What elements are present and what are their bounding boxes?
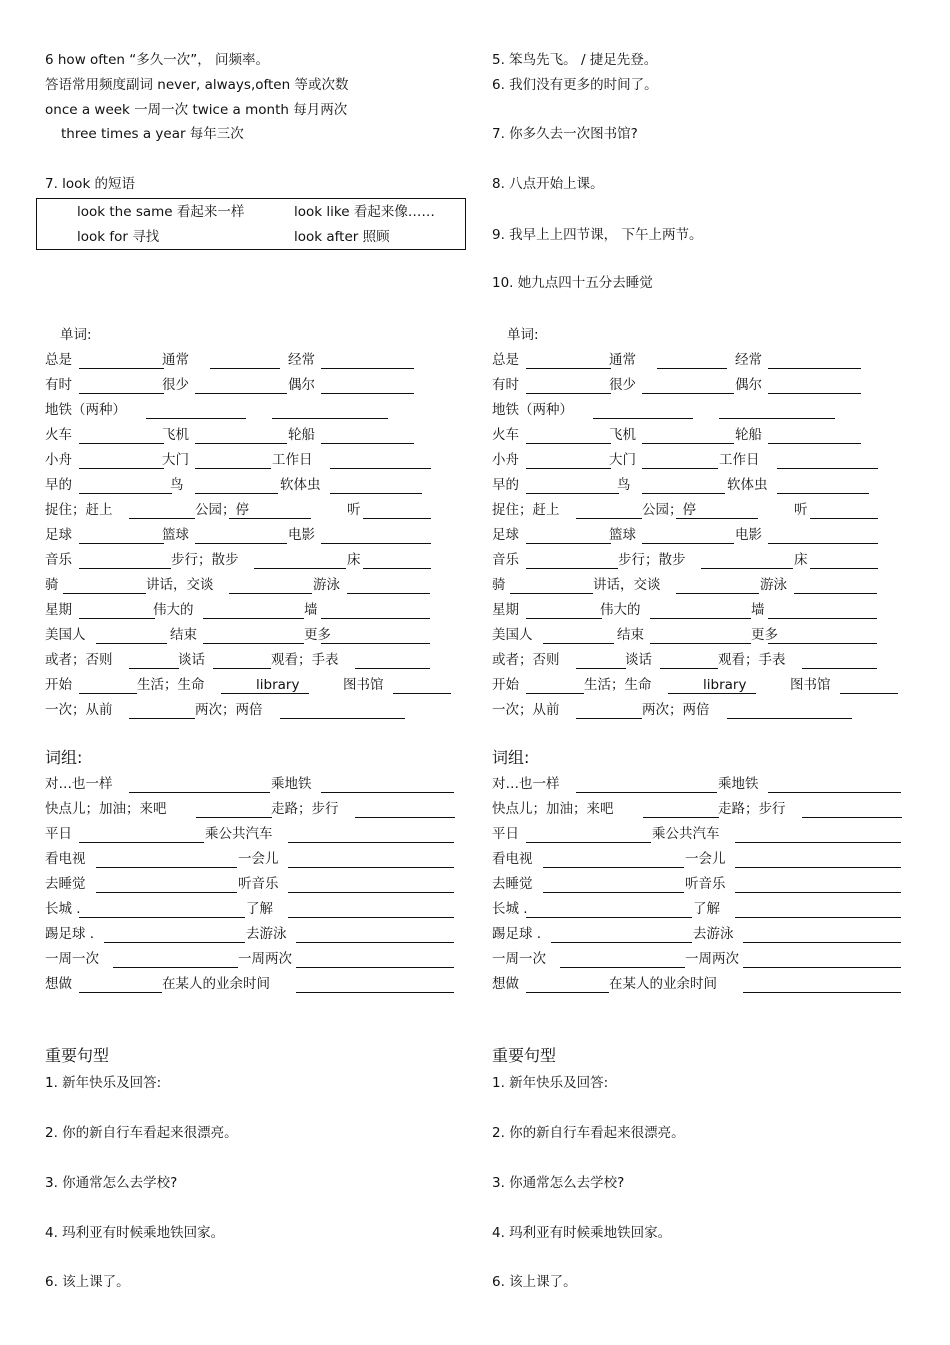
phrase-prompt: 乘公共汽车 bbox=[205, 826, 273, 842]
answer-blank[interactable] bbox=[526, 842, 651, 843]
phrase-prompt: 看电视 bbox=[45, 851, 86, 867]
answer-blank[interactable] bbox=[768, 643, 877, 644]
phrase-prompt: 一会儿 bbox=[238, 851, 279, 867]
answer-blank[interactable] bbox=[526, 618, 602, 619]
answer-blank[interactable] bbox=[650, 618, 751, 619]
vocab-prompt: 伟大的 bbox=[153, 602, 194, 618]
vocab-prompt: 谈话 bbox=[178, 652, 205, 668]
answer-blank[interactable] bbox=[768, 443, 861, 444]
vocab-prompt: 早的 bbox=[45, 477, 72, 493]
vocab-prompt: 伟大的 bbox=[600, 602, 641, 618]
answer-blank[interactable] bbox=[802, 668, 877, 669]
vocab-prompt: 软体虫 bbox=[727, 477, 768, 493]
vocab-prompt: 工作日 bbox=[272, 452, 313, 468]
vocab-prompt: 骑 bbox=[45, 577, 59, 593]
vocab-prompt: 电影 bbox=[735, 527, 762, 543]
answer-blank[interactable] bbox=[321, 643, 430, 644]
vocab-prompt: 火车 bbox=[45, 427, 72, 443]
phrase-prompt: 长城 . bbox=[492, 901, 528, 917]
phrase-prompt: 去游泳 bbox=[246, 926, 287, 942]
phrase-prompt: 长城 . bbox=[45, 901, 81, 917]
answer-blank[interactable] bbox=[735, 867, 901, 868]
answer-blank[interactable] bbox=[288, 842, 454, 843]
vocab-prompt: 鸟 bbox=[170, 477, 184, 493]
vocab-prompt: 或者；否则 bbox=[45, 652, 113, 668]
phrase-prompt: 在某人的业余时间 bbox=[609, 976, 717, 992]
answer-blank[interactable] bbox=[576, 792, 717, 793]
note-line: 6 how often “多久一次”， 问频率。 bbox=[45, 52, 270, 68]
answer-blank[interactable] bbox=[735, 892, 901, 893]
vocab-prompt: 电影 bbox=[288, 527, 315, 543]
answer-blank[interactable] bbox=[355, 817, 455, 818]
phrase-prompt: 踢足球 . bbox=[492, 926, 542, 942]
phrase-prompt: 去睡觉 bbox=[492, 876, 533, 892]
answer-blank[interactable] bbox=[543, 892, 684, 893]
vocab-prompt: 地铁（两种） bbox=[492, 402, 573, 418]
answer-blank[interactable] bbox=[650, 643, 751, 644]
answer-blank[interactable] bbox=[701, 568, 793, 569]
vocab-prompt: 很少 bbox=[162, 377, 189, 393]
vocab-prompt: 小舟 bbox=[492, 452, 519, 468]
phrase-prompt: 乘地铁 bbox=[718, 776, 759, 792]
phrase-prompt: 快点儿；加油；来吧 bbox=[492, 801, 614, 817]
vocab-prompt: 游泳 bbox=[313, 577, 340, 593]
answer-blank[interactable] bbox=[288, 892, 454, 893]
vocab-prompt: 公园；停 bbox=[195, 502, 249, 518]
answer-blank[interactable] bbox=[321, 792, 454, 793]
answer-blank[interactable] bbox=[96, 892, 237, 893]
phrase-prompt: 看电视 bbox=[492, 851, 533, 867]
vocab-prompt: 更多 bbox=[751, 627, 778, 643]
phrase-prompt: 对…也一样 bbox=[492, 776, 560, 792]
vocab-prompt: 一次；从前 bbox=[45, 702, 113, 718]
vocab-prompt: 有时 bbox=[45, 377, 72, 393]
phrase-prompt: 走路；步行 bbox=[718, 801, 786, 817]
translation-sentence: 6. 我们没有更多的时间了。 bbox=[492, 77, 658, 93]
phrase-prompt: 一周一次 bbox=[492, 951, 546, 967]
answer-blank[interactable] bbox=[768, 393, 861, 394]
vocab-prompt: 开始 bbox=[492, 677, 519, 693]
sentence-prompt: 4. 玛利亚有时候乘地铁回家。 bbox=[492, 1225, 672, 1241]
answer-blank[interactable] bbox=[642, 443, 734, 444]
answer-blank[interactable] bbox=[777, 493, 869, 494]
vocab-prompt: 飞机 bbox=[609, 427, 636, 443]
translation-sentence: 9. 我早上上四节课， 下午上两节。 bbox=[492, 227, 703, 243]
answer-blank[interactable] bbox=[321, 618, 430, 619]
vocab-prompt: 通常 bbox=[162, 352, 189, 368]
sentence-prompt: 2. 你的新自行车看起来很漂亮。 bbox=[45, 1125, 238, 1141]
answer-blank[interactable] bbox=[321, 443, 414, 444]
vocab-prompt: 大门 bbox=[162, 452, 189, 468]
answer-blank[interactable] bbox=[810, 568, 878, 569]
vocab-prompt: 火车 bbox=[492, 427, 519, 443]
answer-blank[interactable] bbox=[129, 792, 270, 793]
vocab-prompt: 听 bbox=[347, 502, 361, 518]
answer-blank[interactable] bbox=[104, 942, 245, 943]
vocab-prompt: 经常 bbox=[288, 352, 315, 368]
phrase-prompt: 一周两次 bbox=[685, 951, 739, 967]
vocab-prompt: 软体虫 bbox=[280, 477, 321, 493]
vocab-prompt: 或者；否则 bbox=[492, 652, 560, 668]
answer-blank[interactable] bbox=[79, 468, 164, 469]
vocab-prompt: 骑 bbox=[492, 577, 506, 593]
phrase-prompt: 去睡觉 bbox=[45, 876, 86, 892]
answer-blank[interactable] bbox=[79, 618, 155, 619]
answer-blank[interactable] bbox=[560, 967, 685, 968]
vocab-prompt: 很少 bbox=[609, 377, 636, 393]
phrase-prompt: 平日 bbox=[492, 826, 519, 842]
answer-blank[interactable] bbox=[735, 842, 901, 843]
note-line: once a week 一周一次 twice a month 每月两次 bbox=[45, 102, 348, 118]
answer-blank[interactable] bbox=[543, 867, 684, 868]
answer-blank[interactable] bbox=[526, 493, 619, 494]
vocab-prompt: 听 bbox=[794, 502, 808, 518]
vocab-prompt: 地铁（两种） bbox=[45, 402, 126, 418]
answer-blank[interactable] bbox=[113, 967, 238, 968]
answer-blank[interactable] bbox=[526, 693, 584, 694]
vocab-prompt: 经常 bbox=[735, 352, 762, 368]
phrase-prompt: 听音乐 bbox=[685, 876, 726, 892]
vocab-prompt: 开始 bbox=[45, 677, 72, 693]
answer-blank[interactable] bbox=[643, 817, 719, 818]
translation-sentence: 10. 她九点四十五分去睡觉 bbox=[492, 275, 653, 291]
answer-blank[interactable] bbox=[79, 568, 171, 569]
answer-blank[interactable] bbox=[526, 393, 611, 394]
answer-blank[interactable] bbox=[129, 668, 179, 669]
vocab-header: 单词: bbox=[60, 327, 92, 343]
answer-blank[interactable] bbox=[129, 518, 195, 519]
vocab-prompt: 两次；两倍 bbox=[642, 702, 710, 718]
answer-blank[interactable] bbox=[79, 443, 164, 444]
answer-blank[interactable] bbox=[363, 568, 431, 569]
phrase-prompt: 踢足球 . bbox=[45, 926, 95, 942]
phrase-prompt: 想做 bbox=[45, 976, 72, 992]
answer-blank[interactable] bbox=[551, 942, 692, 943]
filled-word: library bbox=[250, 677, 309, 694]
filled-word: library bbox=[697, 677, 756, 694]
vocab-header: 单词: bbox=[507, 327, 539, 343]
answer-blank[interactable] bbox=[79, 493, 172, 494]
phrase-prompt: 听音乐 bbox=[238, 876, 279, 892]
answer-blank[interactable] bbox=[777, 468, 878, 469]
answer-blank[interactable] bbox=[79, 393, 164, 394]
vocab-prompt: 结束 bbox=[617, 627, 644, 643]
answer-blank[interactable] bbox=[576, 718, 642, 719]
answer-blank[interactable] bbox=[743, 992, 901, 993]
vocab-prompt: 总是 bbox=[492, 352, 519, 368]
answer-blank[interactable] bbox=[288, 917, 454, 918]
answer-blank[interactable] bbox=[393, 693, 451, 694]
vocab-prompt: 音乐 bbox=[45, 552, 72, 568]
answer-blank[interactable] bbox=[79, 917, 245, 918]
vocab-prompt: 观看；手表 bbox=[271, 652, 339, 668]
vocab-prompt: 通常 bbox=[609, 352, 636, 368]
phrase-prompt: 了解 bbox=[693, 901, 720, 917]
answer-blank[interactable] bbox=[195, 493, 278, 494]
answer-blank[interactable] bbox=[660, 668, 718, 669]
sentence-prompt: 3. 你通常怎么去学校? bbox=[45, 1175, 178, 1191]
answer-blank[interactable] bbox=[810, 518, 878, 519]
answer-blank[interactable] bbox=[526, 468, 611, 469]
answer-blank[interactable] bbox=[363, 518, 431, 519]
sentence-prompt: 2. 你的新自行车看起来很漂亮。 bbox=[492, 1125, 685, 1141]
answer-blank[interactable] bbox=[768, 368, 861, 369]
vocab-prompt: 结束 bbox=[170, 627, 197, 643]
answer-blank[interactable] bbox=[195, 543, 287, 544]
phrases-header: 词组: bbox=[45, 748, 83, 767]
answer-blank[interactable] bbox=[203, 618, 304, 619]
answer-blank[interactable] bbox=[63, 593, 146, 594]
vocab-prompt: 墙 bbox=[751, 602, 765, 618]
answer-blank[interactable] bbox=[254, 568, 346, 569]
answer-blank[interactable] bbox=[195, 443, 287, 444]
answer-blank[interactable] bbox=[321, 543, 431, 544]
answer-blank[interactable] bbox=[321, 368, 414, 369]
answer-blank[interactable] bbox=[719, 418, 835, 419]
sentence-prompt: 1. 新年快乐及回答: bbox=[492, 1075, 609, 1091]
answer-blank[interactable] bbox=[79, 992, 162, 993]
answer-blank[interactable] bbox=[129, 718, 195, 719]
answer-blank[interactable] bbox=[768, 618, 877, 619]
vocab-prompt: 音乐 bbox=[492, 552, 519, 568]
vocab-prompt: 早的 bbox=[492, 477, 519, 493]
answer-blank[interactable] bbox=[79, 543, 164, 544]
answer-blank[interactable] bbox=[676, 518, 758, 519]
answer-blank[interactable] bbox=[526, 443, 611, 444]
answer-blank[interactable] bbox=[213, 668, 271, 669]
answer-blank[interactable] bbox=[330, 493, 422, 494]
answer-blank[interactable] bbox=[676, 593, 759, 594]
answer-blank[interactable] bbox=[743, 942, 901, 943]
translation-sentence: 8. 八点开始上课。 bbox=[492, 176, 604, 192]
answer-blank[interactable] bbox=[735, 917, 901, 918]
vocab-prompt: 星期 bbox=[45, 602, 72, 618]
answer-blank[interactable] bbox=[195, 393, 287, 394]
phrase-prompt: 想做 bbox=[492, 976, 519, 992]
vocab-prompt: 篮球 bbox=[609, 527, 636, 543]
answer-blank[interactable] bbox=[321, 393, 414, 394]
vocab-prompt: 足球 bbox=[45, 527, 72, 543]
phrase-prompt: 快点儿；加油；来吧 bbox=[45, 801, 167, 817]
vocab-prompt: 轮船 bbox=[288, 427, 315, 443]
phrase-prompt: 一周两次 bbox=[238, 951, 292, 967]
answer-blank[interactable] bbox=[195, 468, 271, 469]
vocab-prompt: 观看；手表 bbox=[718, 652, 786, 668]
answer-blank[interactable] bbox=[146, 418, 246, 419]
answer-blank[interactable] bbox=[229, 593, 312, 594]
answer-blank[interactable] bbox=[526, 543, 611, 544]
answer-blank[interactable] bbox=[510, 593, 593, 594]
answer-blank[interactable] bbox=[79, 842, 204, 843]
vocab-prompt: 讲话，交谈 bbox=[593, 577, 661, 593]
sentence-prompt: 1. 新年快乐及回答: bbox=[45, 1075, 162, 1091]
phrase-prompt: 在某人的业余时间 bbox=[162, 976, 270, 992]
answer-blank[interactable] bbox=[272, 418, 388, 419]
sentence-prompt: 6. 该上课了。 bbox=[45, 1274, 130, 1290]
note-line: three times a year 每年三次 bbox=[61, 126, 244, 142]
phrase-prompt: 一周一次 bbox=[45, 951, 99, 967]
answer-blank[interactable] bbox=[347, 593, 430, 594]
answer-blank[interactable] bbox=[296, 942, 454, 943]
note-line: 答语常用频度副词 never, always,often 等或次数 bbox=[45, 77, 349, 93]
answer-blank[interactable] bbox=[210, 368, 280, 369]
phrase-prompt: 走路；步行 bbox=[271, 801, 339, 817]
phrase-prompt: 乘地铁 bbox=[271, 776, 312, 792]
answer-blank[interactable] bbox=[768, 543, 878, 544]
answer-blank[interactable] bbox=[330, 468, 431, 469]
vocab-prompt: 总是 bbox=[45, 352, 72, 368]
answer-blank[interactable] bbox=[802, 817, 902, 818]
answer-blank[interactable] bbox=[526, 568, 618, 569]
look-phrase: look after 照顾 bbox=[294, 229, 390, 245]
answer-blank[interactable] bbox=[79, 368, 164, 369]
answer-blank[interactable] bbox=[79, 693, 137, 694]
answer-blank[interactable] bbox=[96, 643, 167, 644]
answer-blank[interactable] bbox=[526, 368, 611, 369]
answer-blank[interactable] bbox=[576, 668, 626, 669]
sentence-prompt: 4. 玛利亚有时候乘地铁回家。 bbox=[45, 1225, 225, 1241]
vocab-prompt: 床 bbox=[347, 552, 361, 568]
vocab-prompt: 游泳 bbox=[760, 577, 787, 593]
phrase-prompt: 去游泳 bbox=[693, 926, 734, 942]
vocab-prompt: 飞机 bbox=[162, 427, 189, 443]
answer-blank[interactable] bbox=[296, 967, 454, 968]
answer-blank[interactable] bbox=[840, 693, 898, 694]
answer-blank[interactable] bbox=[642, 393, 734, 394]
sentence-prompt: 6. 该上课了。 bbox=[492, 1274, 577, 1290]
vocab-prompt: 图书馆 bbox=[790, 677, 831, 693]
answer-blank[interactable] bbox=[743, 967, 901, 968]
vocab-prompt: 美国人 bbox=[45, 627, 86, 643]
vocab-prompt: 大门 bbox=[609, 452, 636, 468]
answer-blank[interactable] bbox=[657, 368, 727, 369]
vocab-prompt: 捉住；赶上 bbox=[492, 502, 560, 518]
vocab-prompt: 偶尔 bbox=[735, 377, 762, 393]
vocab-prompt: 谈话 bbox=[625, 652, 652, 668]
vocab-prompt: 公园；停 bbox=[642, 502, 696, 518]
answer-blank[interactable] bbox=[229, 518, 311, 519]
look-phrase: look the same 看起来一样 bbox=[77, 204, 245, 220]
sentences-header: 重要句型 bbox=[45, 1046, 110, 1065]
answer-blank[interactable] bbox=[642, 468, 718, 469]
vocab-prompt: 床 bbox=[794, 552, 808, 568]
vocab-prompt: 篮球 bbox=[162, 527, 189, 543]
answer-blank[interactable] bbox=[727, 718, 852, 719]
vocab-prompt: 生活；生命 bbox=[137, 677, 205, 693]
vocab-prompt: 工作日 bbox=[719, 452, 760, 468]
note-line: 7. look 的短语 bbox=[45, 176, 136, 192]
phrase-prompt: 乘公共汽车 bbox=[652, 826, 720, 842]
vocab-prompt: 轮船 bbox=[735, 427, 762, 443]
answer-blank[interactable] bbox=[203, 643, 304, 644]
look-phrase: look for 寻找 bbox=[77, 229, 160, 245]
vocab-prompt: 墙 bbox=[304, 602, 318, 618]
vocab-prompt: 步行；散步 bbox=[618, 552, 686, 568]
answer-blank[interactable] bbox=[280, 718, 405, 719]
vocab-prompt: 足球 bbox=[492, 527, 519, 543]
answer-blank[interactable] bbox=[288, 867, 454, 868]
answer-blank[interactable] bbox=[794, 593, 877, 594]
vocab-prompt: 鸟 bbox=[617, 477, 631, 493]
look-phrase: look like 看起来像…… bbox=[294, 204, 435, 220]
answer-blank[interactable] bbox=[96, 867, 237, 868]
phrase-prompt: 平日 bbox=[45, 826, 72, 842]
vocab-prompt: 小舟 bbox=[45, 452, 72, 468]
answer-blank[interactable] bbox=[526, 917, 692, 918]
sentence-prompt: 3. 你通常怎么去学校? bbox=[492, 1175, 625, 1191]
vocab-prompt: 更多 bbox=[304, 627, 331, 643]
vocab-prompt: 讲话，交谈 bbox=[146, 577, 214, 593]
vocab-prompt: 星期 bbox=[492, 602, 519, 618]
answer-blank[interactable] bbox=[296, 992, 454, 993]
phrase-prompt: 一会儿 bbox=[685, 851, 726, 867]
vocab-prompt: 两次；两倍 bbox=[195, 702, 263, 718]
vocab-prompt: 偶尔 bbox=[288, 377, 315, 393]
answer-blank[interactable] bbox=[543, 643, 614, 644]
vocab-prompt: 步行；散步 bbox=[171, 552, 239, 568]
vocab-prompt: 图书馆 bbox=[343, 677, 384, 693]
answer-blank[interactable] bbox=[526, 992, 609, 993]
answer-blank[interactable] bbox=[593, 418, 693, 419]
vocab-prompt: 一次；从前 bbox=[492, 702, 560, 718]
answer-blank[interactable] bbox=[355, 668, 430, 669]
vocab-prompt: 美国人 bbox=[492, 627, 533, 643]
phrase-prompt: 对…也一样 bbox=[45, 776, 113, 792]
answer-blank[interactable] bbox=[196, 817, 272, 818]
vocab-prompt: 有时 bbox=[492, 377, 519, 393]
translation-sentence: 5. 笨鸟先飞。 / 捷足先登。 bbox=[492, 52, 658, 68]
vocab-prompt: 捉住；赶上 bbox=[45, 502, 113, 518]
vocab-prompt: 生活；生命 bbox=[584, 677, 652, 693]
answer-blank[interactable] bbox=[642, 493, 725, 494]
phrases-header: 词组: bbox=[492, 748, 530, 767]
sentences-header: 重要句型 bbox=[492, 1046, 557, 1065]
answer-blank[interactable] bbox=[768, 792, 901, 793]
phrase-prompt: 了解 bbox=[246, 901, 273, 917]
translation-sentence: 7. 你多久去一次图书馆? bbox=[492, 126, 638, 142]
answer-blank[interactable] bbox=[642, 543, 734, 544]
answer-blank[interactable] bbox=[576, 518, 642, 519]
